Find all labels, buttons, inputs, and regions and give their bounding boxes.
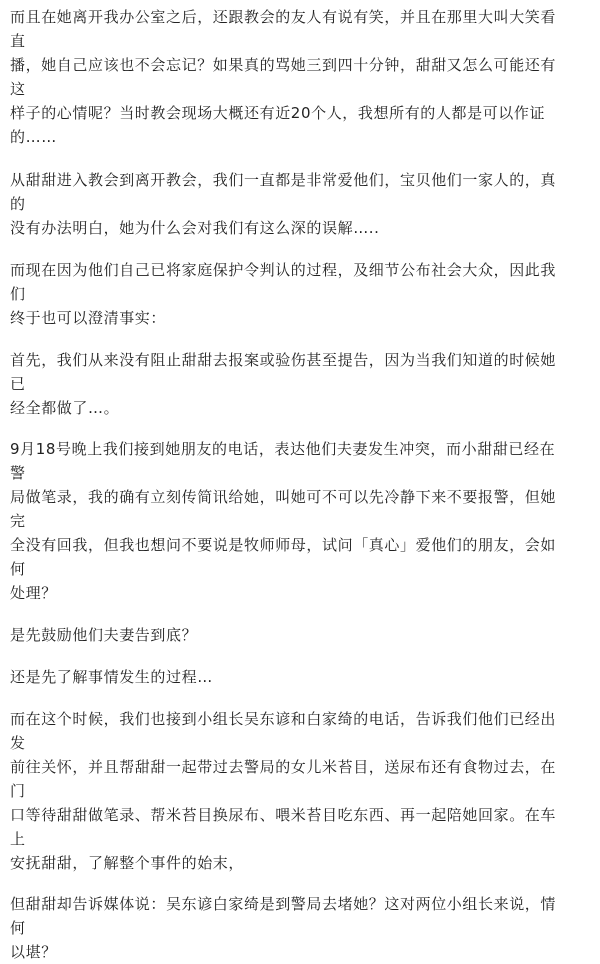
paragraph-2: 从甜甜进入教会到离开教会，我们一直都是非常爱他们，宝贝他们一家人的，真的 没有办法明白，她为什么会对我们有这么深的误解….. (10, 171, 557, 237)
paragraph-8: 而在这个时候，我们也接到小组长吴东谚和白家绮的电话，告诉我们他们已经出发 前往关怀，并且帮甜甜一起带过去警局的女儿米苔目，送尿布还有食物过去，在门 口等待甜甜做笔录、帮米苔目换尿布、喂米苔目吃东西、再一起陪她回家。在车上 安抚甜甜，了解整个事件的始末， (10, 710, 557, 872)
paragraph-3: 而现在因为他们自己已将家庭保护令判认的过程，及细节公布社会大众，因此我们 终于也可以澄清事实： (10, 261, 557, 327)
paragraph-9: 但甜甜却告诉媒体说：吴东谚白家绮是到警局去堵她？这对两位小组长来说，情何 以堪？ (10, 895, 557, 961)
paragraph-5: 9月18号晚上我们接到她朋友的电话，表达他们夫妻发生冲突，而小甜甜已经在警 局做笔录，我的确有立刻传简讯给她，叫她可不可以先冷静下来不要报警，但她完 全没有回我，但我也想问不要说是牧师师母，试问「真心」爱他们的朋友，会如何 处理？ (10, 440, 557, 602)
paragraph-1: 而且在她离开我办公室之后，还跟教会的友人有说有笑，并且在那里大叫大笑看直 播，她自己应该也不会忘记？如果真的骂她三到四十分钟，甜甜又怎么可能还有这 样子的心情呢？当时教会现场大概还有近20个人，我想所有的人都是可以作证 的…… (10, 8, 557, 146)
paragraph-4: 首先，我们从来没有阻止甜甜去报案或验伤甚至提告，因为当我们知道的时候她已 经全都做了…。 (10, 351, 557, 417)
paragraph-6: 是先鼓励他们夫妻告到底？ (10, 626, 198, 644)
paragraph-7: 还是先了解事情发生的过程… (10, 668, 213, 686)
